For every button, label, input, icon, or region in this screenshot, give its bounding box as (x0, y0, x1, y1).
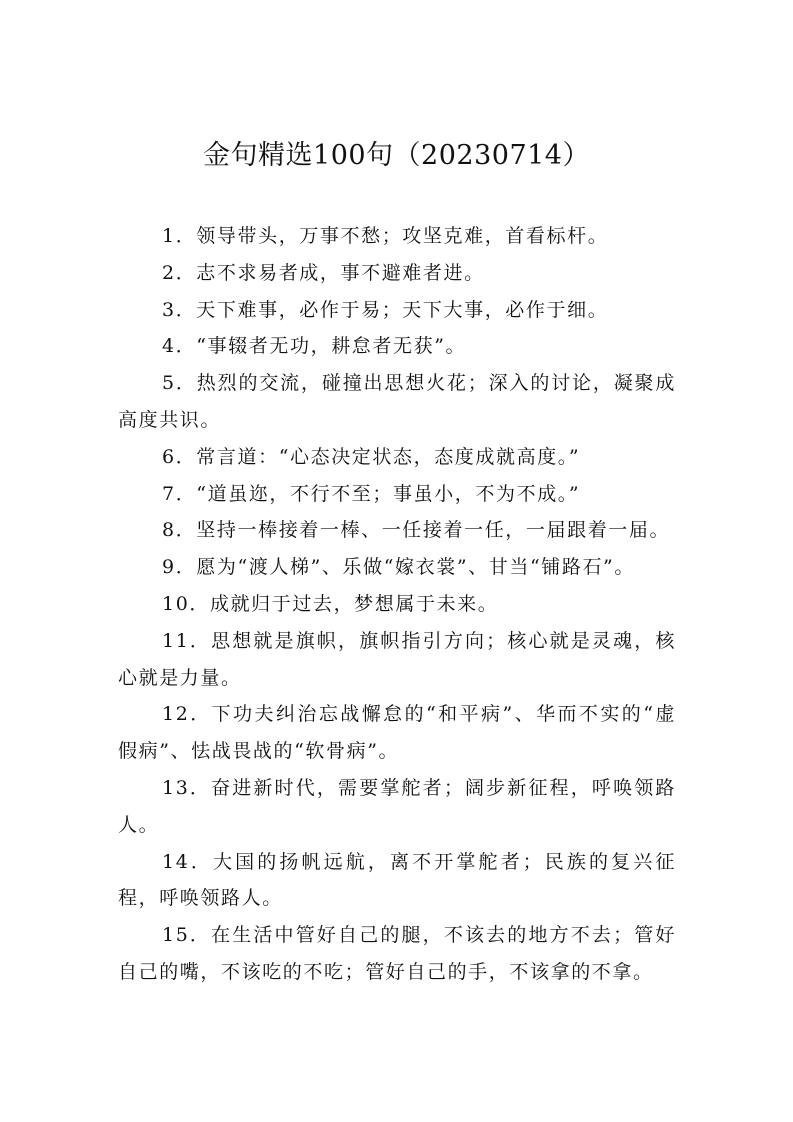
quote-item-4: 4．“事辍者无功，耕怠者无获”。 (162, 335, 467, 358)
quote-item-5: 5．热烈的交流，碰撞出思想火花；深入的讨论，凝聚成高度共识。 (118, 372, 676, 431)
quote-item-6: 6．常言道：“心态决定状态，态度成就高度。” (162, 445, 581, 468)
quote-item-7: 7．“道虽迩，不行不至；事虽小，不为不成。” (162, 482, 581, 505)
quote-item-9: 9．愿为“渡人梯”、乐做“嫁衣裳”、甘当“铺路石”。 (162, 556, 635, 579)
quote-item-10: 10．成就归于过去，梦想属于未来。 (162, 592, 499, 615)
quote-item-13: 13．奋进新时代，需要掌舵者；阔步新征程，呼唤领路人。 (118, 776, 676, 836)
quote-item-3: 3．天下难事，必作于易；天下大事，必作于细。 (162, 298, 609, 321)
quote-item-11: 11．思想就是旗帜，旗帜指引方向；核心就是灵魂，核心就是力量。 (118, 629, 676, 689)
quote-item-8: 8．坚持一棒接着一棒、一任接着一任，一届跟着一届。 (162, 519, 671, 542)
quote-list (118, 218, 676, 991)
quote-item-14: 14．大国的扬帆远航，离不开掌舵者；民族的复兴征程，呼唤领路人。 (118, 850, 676, 910)
page-title: 金句精选100句（20230714） (203, 140, 590, 171)
quote-item-1: 1．领导带头，万事不愁；攻坚克难，首看标杆。 (162, 225, 609, 247)
quote-item-12: 12．下功夫纠治忘战懈怠的“和平病”、华而不实的“虚假病”、怯战畏战的“软骨病”。 (118, 703, 676, 763)
quote-item-15: 15．在生活中管好自己的腿，不该去的地方不去；管好自己的嘴，不该吃的不吃；管好自己的手，不该拿的不拿。 (118, 924, 676, 983)
quote-item-2: 2．志不求易者成，事不避难者进。 (162, 261, 485, 284)
